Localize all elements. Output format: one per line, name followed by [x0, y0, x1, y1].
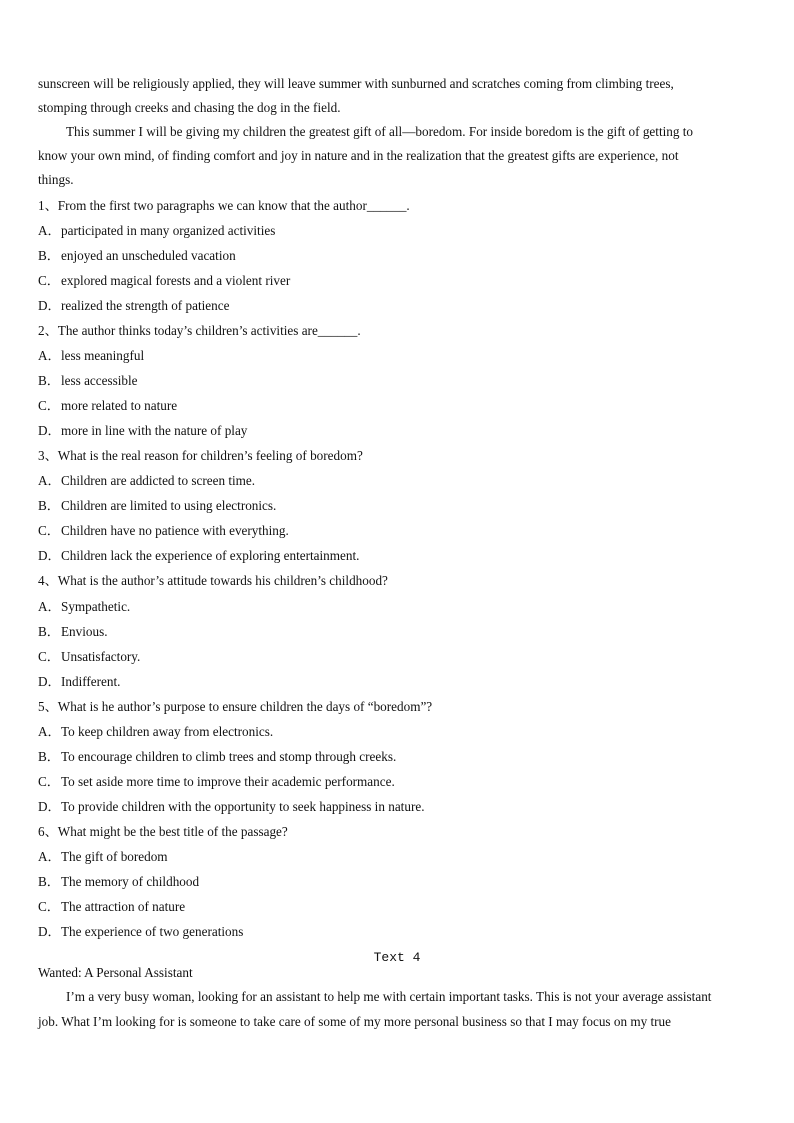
option-letter: B．: [38, 498, 60, 513]
answer-option: [38, 924, 243, 940]
answer-option: [38, 373, 138, 389]
option-text: realized the strength of patience: [61, 298, 230, 313]
option-text: The gift of boredom: [61, 849, 168, 864]
option-letter: C．: [38, 899, 60, 914]
passage-line: This summer I will be giving my children the greatest gift of all—boredom. For inside boredom is the gift of getting to: [66, 124, 694, 139]
option-letter: A．: [38, 599, 61, 614]
question-stem: 1、From the first two paragraphs we can know that the author______.: [38, 198, 410, 213]
option-letter: A．: [38, 724, 61, 739]
option-text: enjoyed an unscheduled vacation: [61, 248, 236, 263]
option-letter: A．: [38, 223, 61, 238]
option-letter: D．: [38, 298, 61, 313]
option-text: Sympathetic.: [61, 599, 131, 614]
answer-option: [38, 849, 168, 865]
passage-line: job. What I’m looking for is someone to take care of some of my more personal business so that I may focus on my true: [38, 1014, 671, 1029]
passage-line: things.: [38, 172, 74, 187]
answer-option: [38, 348, 144, 364]
option-letter: C．: [38, 398, 60, 413]
answer-option: [38, 248, 236, 264]
option-text: To keep children away from electronics.: [61, 724, 274, 739]
passage-title: Wanted: A Personal Assistant: [38, 965, 193, 980]
option-text: Children lack the experience of exploring entertainment.: [61, 548, 360, 563]
answer-option: [38, 498, 276, 514]
answer-option: [38, 774, 395, 790]
option-text: The experience of two generations: [61, 924, 244, 939]
answer-option: [38, 649, 140, 665]
answer-option: [38, 273, 290, 289]
option-text: more in line with the nature of play: [61, 423, 248, 438]
answer-option: [38, 624, 108, 640]
option-letter: D．: [38, 548, 61, 563]
option-letter: B．: [38, 874, 60, 889]
passage-line: sunscreen will be religiously applied, they will leave summer with sunburned and scratches coming from climbing trees,: [38, 76, 674, 91]
option-text: less accessible: [61, 373, 138, 388]
option-text: Envious.: [61, 624, 108, 639]
option-letter: A．: [38, 849, 61, 864]
option-text: explored magical forests and a violent river: [61, 273, 291, 288]
section-heading: Text 4: [373, 950, 421, 965]
answer-option: [38, 799, 425, 815]
answer-option: [38, 523, 289, 539]
option-text: The attraction of nature: [61, 899, 186, 914]
option-letter: A．: [38, 473, 61, 488]
option-letter: C．: [38, 523, 60, 538]
answer-option: [38, 223, 275, 239]
option-letter: B．: [38, 749, 60, 764]
option-text: To set aside more time to improve their academic performance.: [61, 774, 395, 789]
answer-option: [38, 874, 199, 890]
question-stem: 6、What might be the best title of the passage?: [38, 824, 288, 839]
option-letter: D．: [38, 423, 61, 438]
passage-line: know your own mind, of finding comfort and joy in nature and in the realization that the greatest gifts are experience, not: [38, 148, 679, 163]
option-text: To encourage children to climb trees and stomp through creeks.: [61, 749, 397, 764]
option-letter: C．: [38, 273, 60, 288]
question-stem: 3、What is the real reason for children’s feeling of boredom?: [38, 448, 363, 463]
option-letter: B．: [38, 373, 60, 388]
option-text: The memory of childhood: [61, 874, 200, 889]
answer-option: [38, 298, 229, 314]
option-text: more related to nature: [61, 398, 178, 413]
option-text: Children are addicted to screen time.: [61, 473, 256, 488]
answer-option: [38, 724, 273, 740]
question-stem: 4、What is the author’s attitude towards his children’s childhood?: [38, 573, 388, 588]
option-text: Indifferent.: [61, 674, 121, 689]
question-stem: 2、The author thinks today’s children’s activities are______.: [38, 323, 361, 338]
option-letter: D．: [38, 674, 61, 689]
question-stem: 5、What is he author’s purpose to ensure children the days of “boredom”?: [38, 699, 433, 714]
answer-option: [38, 473, 255, 489]
answer-option: [38, 398, 177, 414]
option-text: To provide children with the opportunity to seek happiness in nature.: [61, 799, 425, 814]
option-letter: D．: [38, 924, 61, 939]
option-letter: C．: [38, 774, 60, 789]
option-text: Children have no patience with everything.: [61, 523, 289, 538]
option-text: Unsatisfactory.: [61, 649, 141, 664]
option-text: Children are limited to using electronics.: [61, 498, 277, 513]
passage-line: I’m a very busy woman, looking for an assistant to help me with certain important tasks. This is not your average assistant: [66, 989, 712, 1004]
answer-option: [38, 548, 359, 564]
answer-option: [38, 674, 120, 690]
option-letter: C．: [38, 649, 60, 664]
answer-option: [38, 899, 185, 915]
answer-option: [38, 423, 247, 439]
option-text: less meaningful: [61, 348, 145, 363]
option-letter: B．: [38, 248, 60, 263]
passage-line: stomping through creeks and chasing the dog in the field.: [38, 100, 341, 115]
option-letter: D．: [38, 799, 61, 814]
answer-option: [38, 749, 396, 765]
option-letter: B．: [38, 624, 60, 639]
answer-option: [38, 599, 130, 615]
option-letter: A．: [38, 348, 61, 363]
option-text: participated in many organized activities: [61, 223, 276, 238]
